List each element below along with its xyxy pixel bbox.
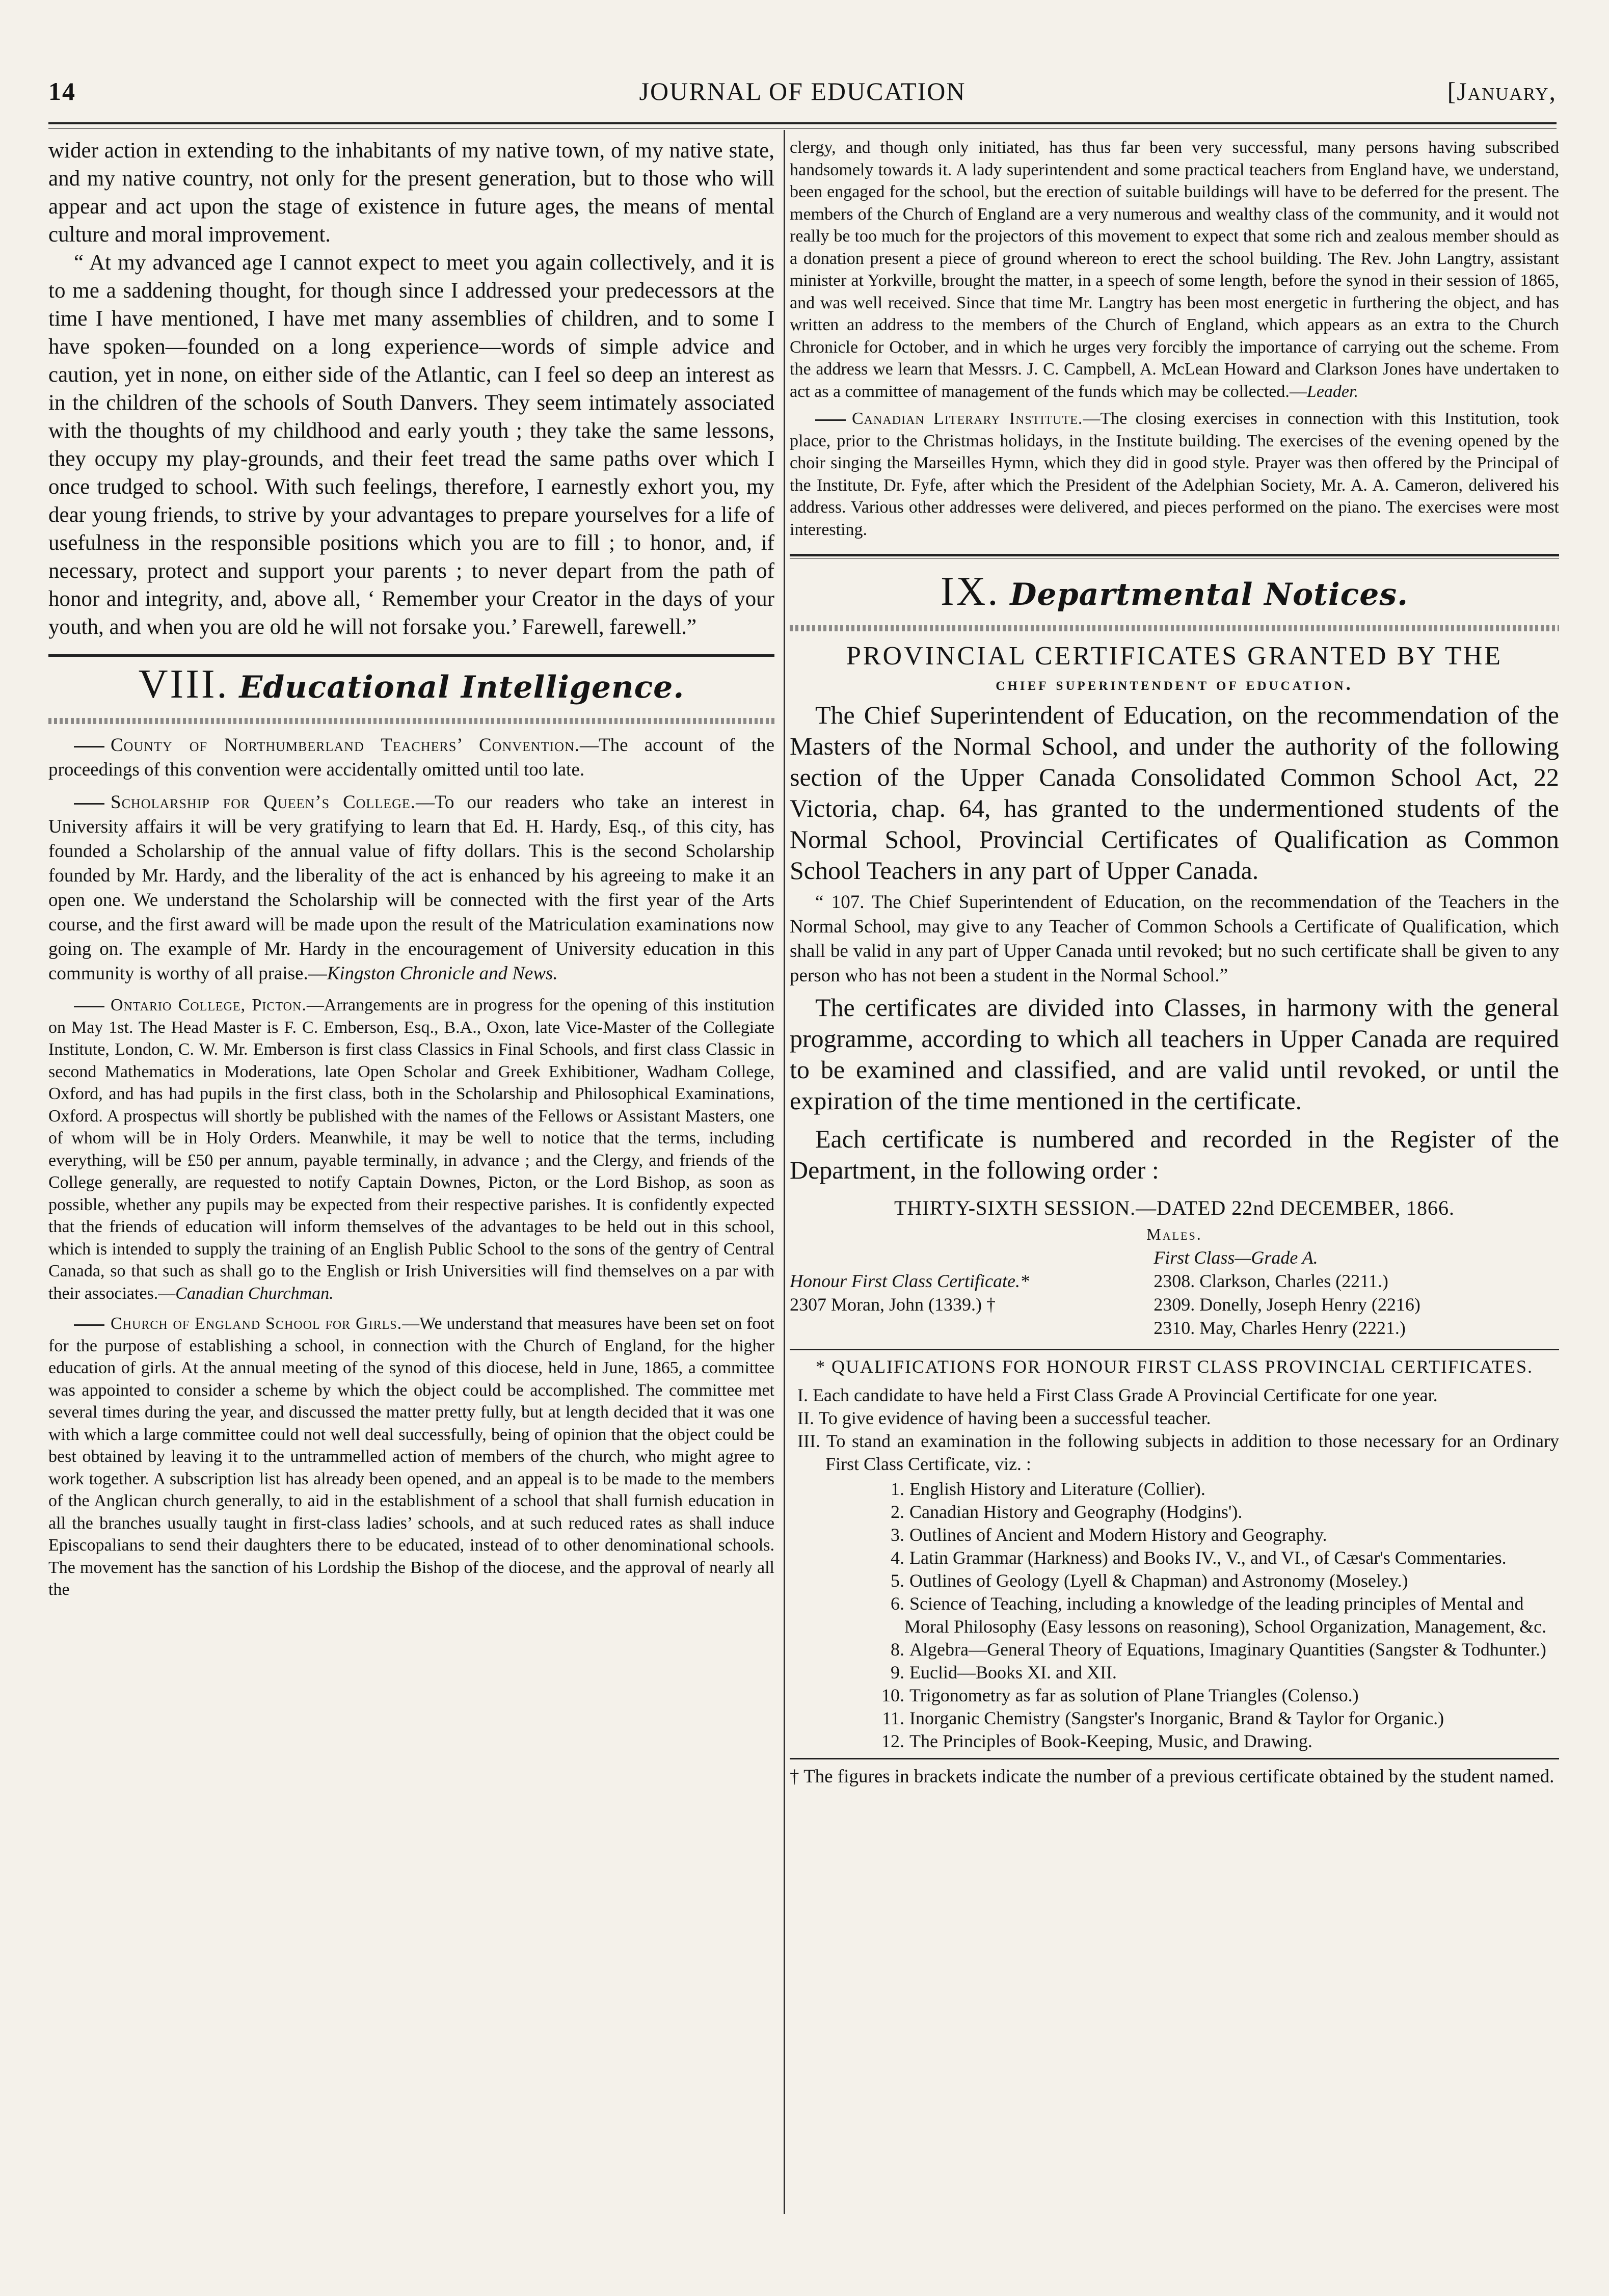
dash-rule	[74, 1324, 104, 1326]
continued-paragraph	[790, 137, 1559, 403]
honour-heading: Honour First Class Certificate.*	[790, 1271, 1030, 1291]
item-source: Leader.	[1306, 382, 1358, 401]
qualifications-heading: * QUALIFICATIONS FOR HONOUR FIRST CLASS PROVINCIAL CERTIFICATES.	[816, 1356, 1533, 1377]
list-item: 12. The Principles of Book-Keeping, Music, and Drawing.	[881, 1731, 1312, 1751]
list-item: 6. Science of Teaching, including a knowledge of the leading principles of Mental and Moral Philosophy (Easy lessons on reasoning), School Organization, Management, &c.	[891, 1593, 1547, 1637]
certificate-entry: 2309. Donelly, Joseph Henry (2216)	[1154, 1294, 1420, 1315]
ornamental-rule	[790, 625, 1559, 631]
requirement-number: II.	[797, 1408, 814, 1428]
requirement-text: Each candidate to have held a First Class Grade A Provincial Certificate for one year.	[813, 1385, 1438, 1405]
requirement-text: To stand an examination in the following subjects in addition to those necessary for an Ordinary First Class Certificate, viz. :	[825, 1431, 1559, 1474]
intro-paragraph: The Chief Superintendent of Education, on the recommendation of the Masters of the Normal School, and under the authority of the following section of the Upper Canada Consolidated Common School Act, 22 Victoria, chap. 64, has granted to the undermentioned students of the Normal School, Provincial Certificates of Qualification as Common School Teachers in any part of Upper Canada.	[790, 701, 1559, 885]
head-rule-thin	[48, 128, 1557, 129]
requirement	[790, 1407, 1559, 1430]
item-lead: County of Northumberland Teachers’ Convention.	[111, 735, 580, 756]
footnote-rule	[790, 1758, 1559, 1759]
journal-title: JOURNAL OF EDUCATION	[639, 77, 966, 105]
certificate-entry: 2310. May, Charles Henry (2221.)	[1154, 1318, 1406, 1338]
list-item: 10. Trigonometry as far as solution of Plane Triangles (Colenso.)	[881, 1685, 1359, 1705]
requirement-number: III.	[797, 1431, 820, 1451]
item-lead: Scholarship for Queen’s College.	[111, 792, 416, 813]
section-rule	[48, 654, 774, 657]
list-item: 4. Latin Grammar (Harkness) and Books IV., V., and VI., of Cæsar's Commentaries.	[891, 1547, 1507, 1568]
section-number: IX.	[940, 569, 1000, 614]
section-rule	[790, 554, 1559, 556]
table-row	[790, 1316, 1559, 1340]
subject-list	[790, 1478, 1559, 1753]
section-title: Departmental Notices.	[1010, 577, 1409, 612]
section-rule-thin	[790, 558, 1559, 559]
certificate-entry: 2307 Moran, John (1339.) †	[790, 1294, 996, 1315]
session-heading: THIRTY-SIXTH SESSION.—DATED 22nd DECEMBER, 1866.	[894, 1196, 1455, 1219]
news-item	[48, 1313, 774, 1601]
issue-month: [January,	[1447, 77, 1557, 105]
table-row	[790, 1293, 1559, 1316]
requirement	[790, 1384, 1559, 1407]
certificate-entry: 2308. Clarkson, Charles (2211.)	[1154, 1271, 1388, 1291]
item-source: Kingston Chronicle and News.	[327, 963, 558, 984]
speech-paragraph: wider action in extending to the inhabitants of my native town, of my native state, and my native country, not only for the present generation, but to those who will appear and act upon the stage of existence in future ages, the means of mental culture and moral improvement.	[48, 139, 774, 247]
continued-text: clergy, and though only initiated, has thus far been very successful, many persons having subscribed handsomely towards it. A lady superintendent and some practical teachers from England have, we understand, been engaged for the school, but the erection of suitable buildings will have to be deferred for the present. The members of the Church of England are a very numerous and wealthy class of the community, and it would not really be too much for the projectors of this movement to expect that some rich and zealous member should as a donation present a piece of ground whereon to erect the school building. The Rev. John Langtry, assistant minister at Yorkville, brought the matter, in a speech of some length, before the synod in their session of 1865, and was well received. Since that time Mr. Langtry has been most energetic in furthering the object, and has written an address to the members of the Church of England, which appears as an extra to the Church Chronicle for October, and in which he urges very forcibly the importance of carrying out the scheme. From the address we learn that Messrs. J. C. Campbell, A. McLean Howard and Clarkson Jones have undertaken to act as a committee of management of the funds which may be collected.—	[790, 138, 1559, 401]
item-text: —The account of the proceedings of this convention were accidentally omitted until too late.	[48, 735, 774, 780]
males-heading: Males.	[1146, 1225, 1202, 1243]
item-text: —To our readers who take an interest in University affairs it will be very gratifying to learn that Ed. H. Hardy, Esq., of this city, has founded a Scholarship of the annual value of fifty dollars. This is the second Scholarship founded by Mr. Hardy, and the liberality of the act is enhanced by his agreeing to make it an open one. We understand the Scholarship will be connected with the first year of the Arts course, and the first award will be made upon the result of the Matriculation examinations now going on. The example of Mr. Hardy in the encouragement of University education in this community is worthy of all praise.—	[48, 792, 774, 984]
section-title: Educational Intelligence.	[239, 670, 685, 705]
section-heading	[790, 566, 1559, 620]
statute-quote: “ 107. The Chief Superintendent of Education, on the recommendation of the Teachers in the Normal School, may give to any Teacher of Common Schools a Certificate of Qualification, which shall be valid in any part of Upper Canada until revoked; but no such certificate shall be given to any person who has not been a student in the Normal School.”	[790, 892, 1559, 986]
requirement-text: To give evidence of having been a successful teacher.	[818, 1408, 1211, 1428]
right-column	[790, 137, 1559, 2215]
certificates-subheading: chief superintendent of education.	[996, 674, 1353, 694]
order-paragraph: Each certificate is numbered and recorded in the Register of the Department, in the following order :	[790, 1125, 1559, 1184]
section-heading	[48, 659, 774, 713]
ornamental-rule	[48, 718, 774, 724]
list-item: 1. English History and Literature (Collier).	[891, 1479, 1205, 1499]
certificate-table	[790, 1246, 1559, 1340]
item-text: —We understand that measures have been set on foot for the purpose of establishing a school, in connection with the Church of England, for the higher education of girls. At the annual meeting of the synod of this diocese, held in June, 1865, a committee was appointed to consider a scheme by which the object could be accomplished. The committee met several times during the year, and discussed the matter pretty fully, but at length decided that it was one with which a large committee could not well deal successfully, being of opinion that the object could be best obtained by leaving it to the untrammelled action of members of the church, who might agree to work together. A subscription list has already been opened, and an appeal is to be made to the members of the Anglican church generally, to aid in the establishment of a school that shall furnish education in all the branches usually taught in first-class ladies’ schools, and at such reduced rates as shall induce Episcopalians to send their daughters there to be educated, instead of to other denominational schools. The movement has the sanction of his Lordship the Bishop of the diocese, and the approval of nearly all the	[48, 1314, 774, 1599]
certificates-heading: PROVINCIAL CERTIFICATES GRANTED BY THE	[846, 642, 1503, 671]
news-item	[790, 408, 1559, 541]
item-text: —The closing exercises in connection with this Institution, took place, prior to the Christmas holidays, in the Institute building. The exercises of the evening opened by the choir singing the Marseilles Hymn, which they did in good style. Prayer was then offered by the Principal of the Institute, Dr. Fyfe, after which the President of the Adelphian Society, Mr. A. A. Cameron, delivered his address. Various other addresses were delivered, and pieces performed on the piano. The exercises were most interesting.	[790, 409, 1559, 539]
news-item	[48, 994, 774, 1304]
news-item	[48, 733, 774, 782]
footnote: † The figures in brackets indicate the number of a previous certificate obtained by the student named.	[790, 1766, 1554, 1787]
page-number: 14	[48, 77, 76, 105]
speech-paragraph: “ At my advanced age I cannot expect to meet you again collectively, and it is to me a saddening thought, for though since I addressed your predecessors at the time I have mentioned, I have met many assemblies of children, and to some I have spoken—founded on a long experience—words of simple advice and caution, yet in none, on either side of the Atlantic, can I feel so deep an interest as in the children of the schools of South Danvers. They seem intimately associated with the thoughts of my childhood and early youth ; they take the same lessons, they occupy my play-grounds, and their feet tread the same paths over which I once trudged to school. With such feelings, therefore, I earnestly exhort you, my dear young friends, to strive by your advantages to prepare yourselves for a life of usefulness in the responsible positions which you are to fill ; to honor, and, if necessary, protect and support your parents ; to never depart from the path of honor and integrity, and, above all, ‘ Remember your Creator in the days of your youth, and when you are old he will not forsake you.’ Farewell, farewell.”	[48, 251, 774, 639]
list-item: 5. Outlines of Geology (Lyell & Chapman) and Astronomy (Moseley.)	[891, 1570, 1408, 1591]
head-rule	[48, 122, 1557, 124]
running-head	[48, 76, 1557, 117]
list-item: 3. Outlines of Ancient and Modern History and Geography.	[891, 1525, 1327, 1545]
item-source: Canadian Churchman.	[175, 1284, 334, 1303]
table-row	[790, 1246, 1559, 1269]
item-lead: Canadian Literary Institute.	[852, 409, 1083, 428]
section-number: VIII.	[138, 662, 229, 707]
list-item: 2. Canadian History and Geography (Hodgins').	[891, 1502, 1243, 1522]
dash-rule	[74, 746, 104, 747]
requirement	[790, 1430, 1559, 1476]
classes-paragraph: The certificates are divided into Classes, in harmony with the general programme, according to which all teachers in Upper Canada are required to be examined and classified, and are valid until revoked, or until the expiration of the time mentioned in the certificate.	[790, 993, 1559, 1115]
left-column	[48, 137, 774, 2215]
item-text: —Arrangements are in progress for the opening of this institution on May 1st. The Head Master is F. C. Emberson, Esq., B.A., Oxon, late Vice-Master of the Collegiate Institute, London, C. W. Mr. Emberson is first class Classics in Final Schools, and first class Classic in second Mathematics in Moderations, late Open Scholar and Greek Exhibitioner, Wadham College, Oxford, and has had pupils in the first class, both in the Scholarship and Philosophical Examinations, Oxford. A prospectus will shortly be published with the names of the Fellows or Assistant Masters, one of whom will be in Holy Orders. Meanwhile, it may be well to notice that the terms, including everything, will be £50 per annum, payable terminally, in advance ; and the Clergy, and friends of the College generally, are requested to notify Captain Downes, Picton, or the Lord Bishop, as soon as possible, whether any pupils may be expected from their respective parishes. It is confidently expected that the friends of education will inform themselves of the advantages to be held out in this school, which is intended to supply the training of an English Public School to the sons of the gentry of Central Canada, so that such as shall go to the English or Irish Universities will find themselves on a par with their associates.—	[48, 996, 774, 1303]
dash-rule	[74, 1006, 104, 1007]
table-row	[790, 1269, 1559, 1293]
requirement-number: I.	[797, 1385, 808, 1405]
dash-rule	[74, 803, 104, 805]
item-lead: Church of England School for Girls.	[111, 1314, 403, 1333]
news-item	[48, 790, 774, 986]
list-item: 9. Euclid—Books XI. and XII.	[891, 1662, 1117, 1683]
dash-rule	[815, 419, 846, 421]
list-item: 11. Inorganic Chemistry (Sangster's Inorganic, Brand & Taylor for Organic.)	[882, 1708, 1444, 1728]
list-item: 8. Algebra—General Theory of Equations, Imaginary Quantities (Sangster & Todhunter.)	[891, 1639, 1546, 1660]
divider	[790, 1349, 1559, 1350]
grade-heading: First Class—Grade A.	[1154, 1247, 1318, 1268]
item-lead: Ontario College, Picton.	[111, 996, 307, 1014]
column-separator	[784, 130, 785, 2214]
